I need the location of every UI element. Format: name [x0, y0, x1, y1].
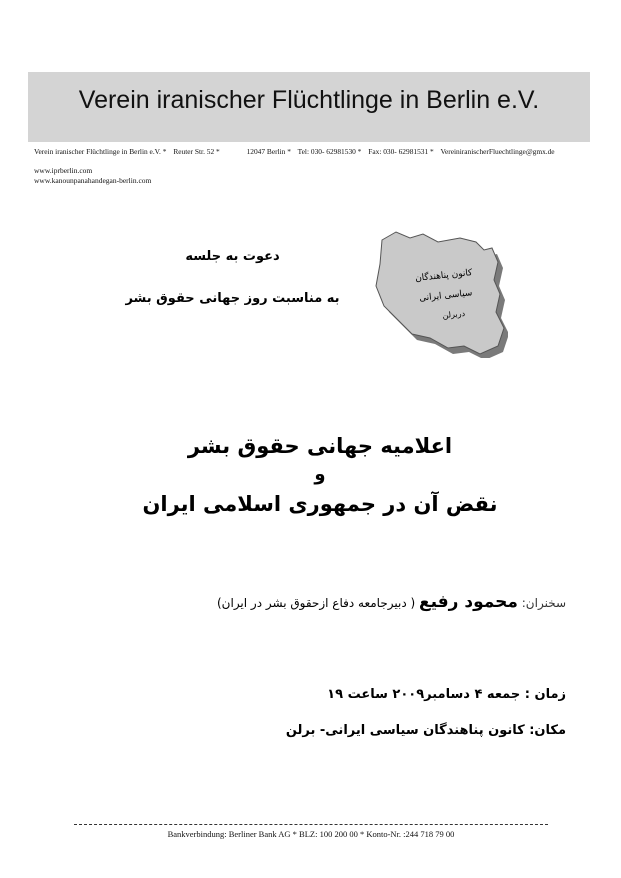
logo-text-line: دربرلن	[442, 308, 466, 321]
event-time: زمان : جمعه ۴ دسامبر۲۰۰۹ ساعت ۱۹	[327, 687, 566, 702]
invitation-line: دعوت به جلسه	[185, 249, 280, 264]
organization-title: Verein iranischer Flüchtlinge in Berlin e.V.	[78, 86, 540, 114]
logo-text-line: کانون پناهندگان	[414, 268, 473, 284]
speaker-line	[66, 592, 566, 612]
iran-map-logo	[368, 228, 508, 358]
bank-details: Bankverbindung: Berliner Bank AG * BLZ: 100 200 00 * Konto-Nr. :244 718 79 00	[167, 829, 455, 839]
logo-text-line: سیاسی ایرانی	[418, 288, 473, 304]
contact-city: 12047 Berlin *	[246, 147, 291, 156]
occasion-line: به مناسبت روز جهانی حقوق بشر	[125, 291, 340, 306]
contact-email: VereiniranischerFluechtlinge@gmx.de	[440, 147, 555, 156]
contact-fax: Fax: 030- 62981531 *	[368, 147, 434, 156]
website-links	[34, 166, 151, 186]
main-title-line-3: نقض آن در جمهوری اسلامی ایران	[142, 492, 498, 516]
contact-street: Reuter Str. 52 *	[173, 147, 220, 156]
contact-phone: Tel: 030- 62981530 *	[297, 147, 362, 156]
main-title-line-2: و	[314, 464, 326, 485]
event-place: مکان: کانون پناهندگان سیاسی ایرانی- برلن	[285, 723, 566, 738]
main-title-line-1: اعلامیه جهانی حقوق بشر	[187, 434, 453, 458]
header-banner	[28, 72, 590, 142]
speaker-role: ( دبیرجامعه دفاع ازحقوق بشر در ایران)	[216, 596, 416, 610]
footer-divider	[74, 824, 548, 825]
contact-line	[34, 147, 594, 156]
contact-org: Verein iranischer Flüchtlinge in Berlin e.V. *	[34, 147, 167, 156]
speaker-name: محمود رفیع	[418, 592, 518, 612]
website-link[interactable]: www.kanounpanahandegan-berlin.com	[34, 176, 152, 185]
website-link[interactable]: www.iprberlin.com	[34, 166, 93, 175]
speaker-label: سخنران:	[521, 596, 566, 610]
